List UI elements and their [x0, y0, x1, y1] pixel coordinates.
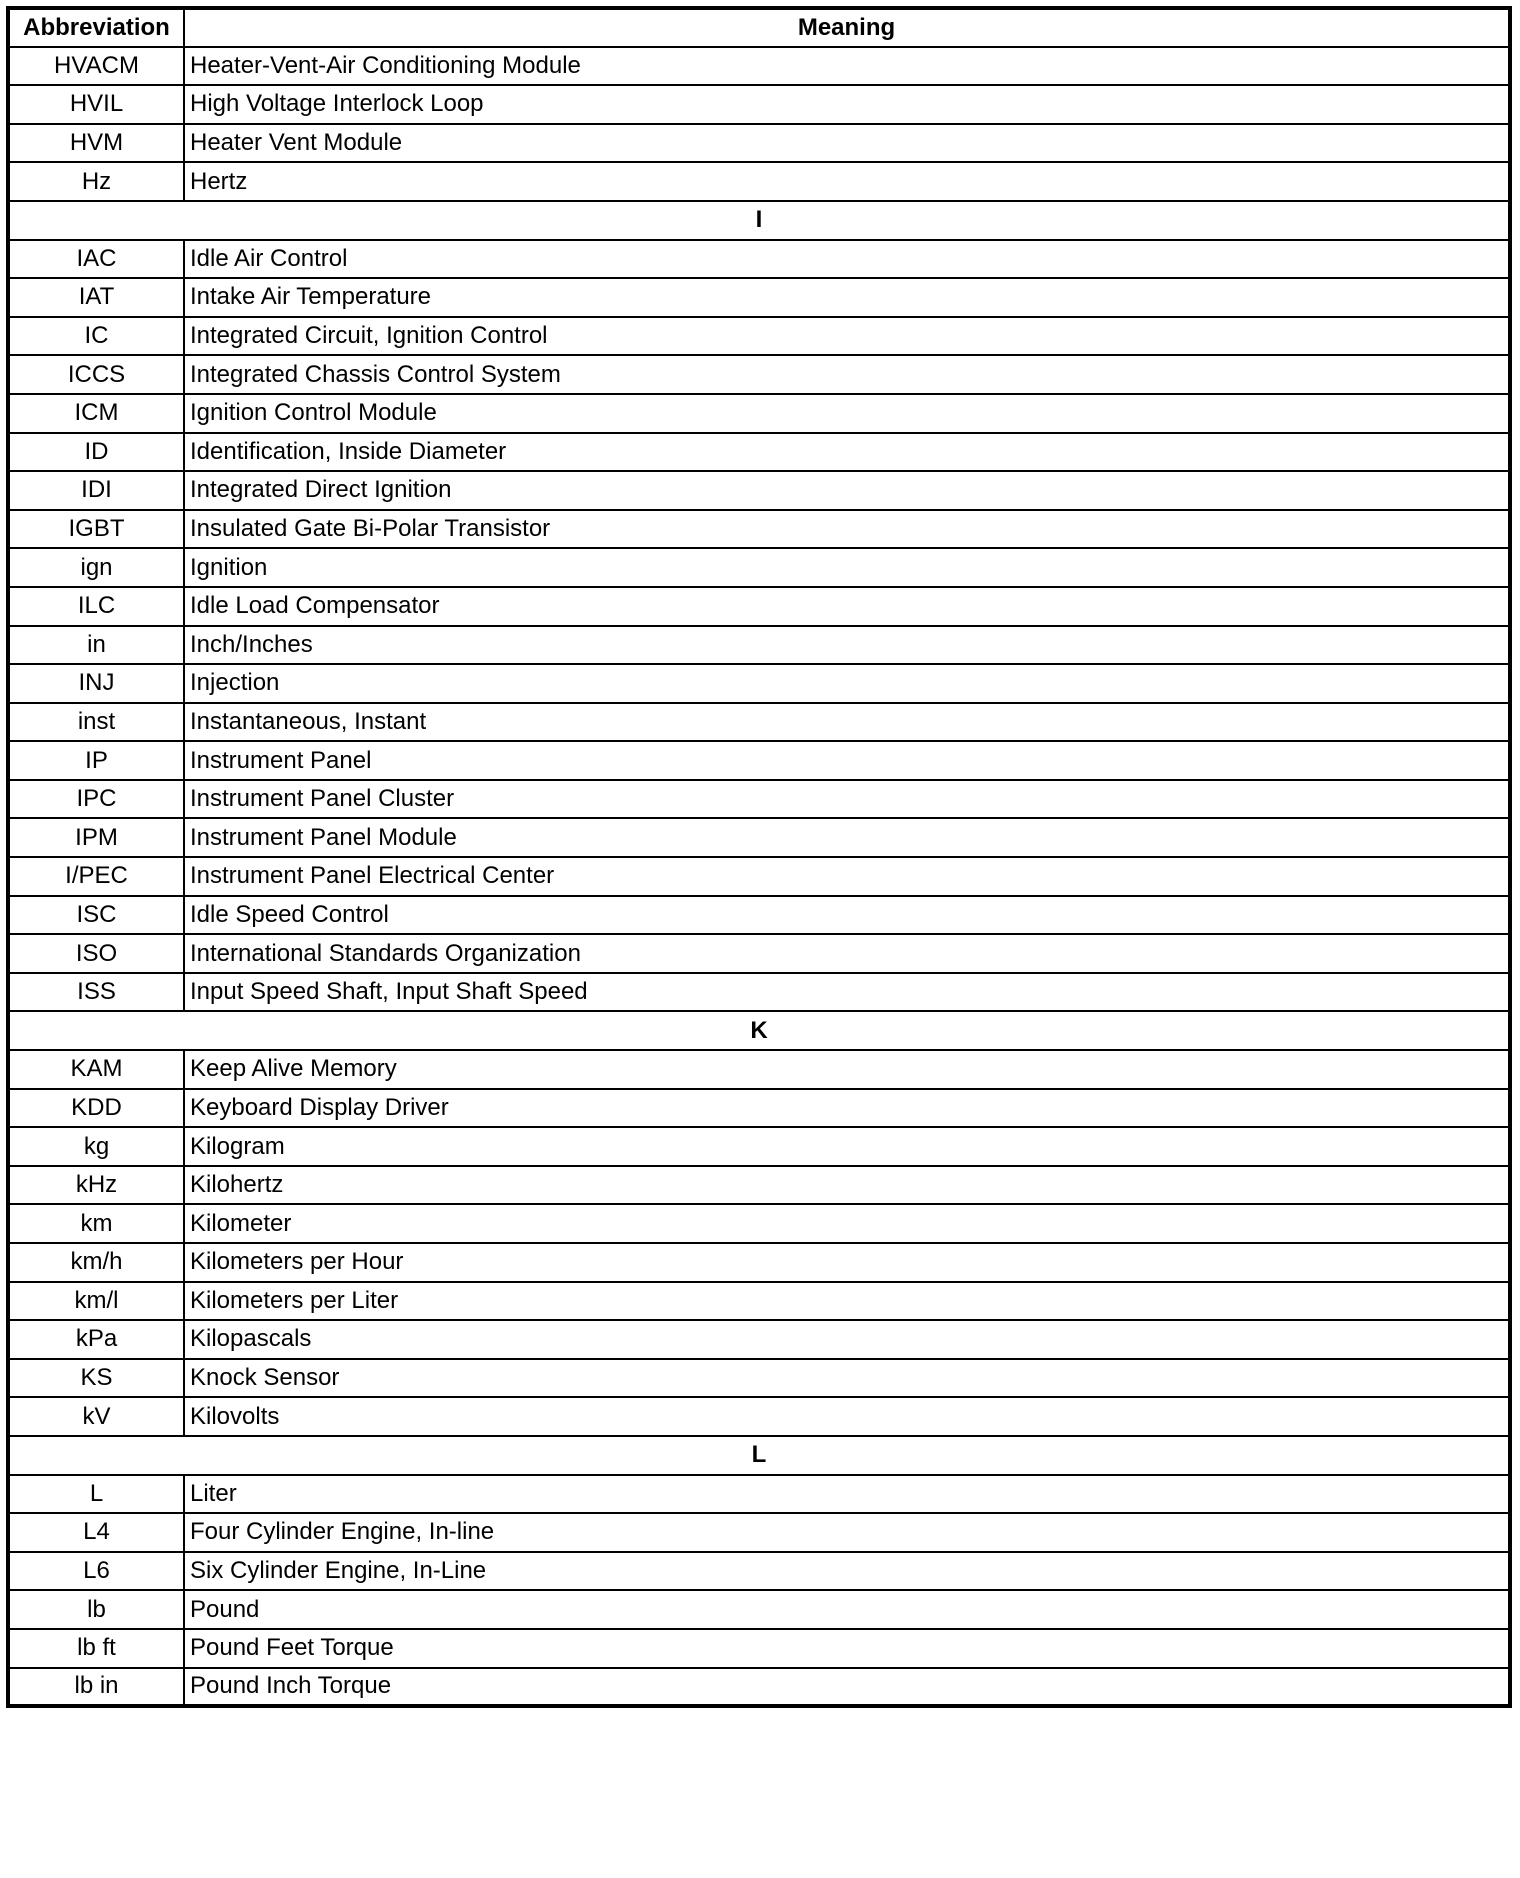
abbreviation-column-header: Abbreviation	[8, 8, 184, 47]
meaning-cell: Liter	[184, 1475, 1510, 1514]
meaning-cell: Insulated Gate Bi-Polar Transistor	[184, 510, 1510, 549]
table-row	[8, 1204, 1510, 1243]
table-row	[8, 394, 1510, 433]
meaning-cell: Instrument Panel	[184, 741, 1510, 780]
meaning-cell: Idle Air Control	[184, 240, 1510, 279]
table-row	[8, 1127, 1510, 1166]
table-row	[8, 1050, 1510, 1089]
meaning-cell: Kilovolts	[184, 1397, 1510, 1436]
table-row	[8, 278, 1510, 317]
meaning-cell: Idle Load Compensator	[184, 587, 1510, 626]
abbreviation-cell: kV	[8, 1397, 184, 1436]
table-row	[8, 240, 1510, 279]
meaning-cell: Kilopascals	[184, 1320, 1510, 1359]
abbreviation-cell: HVIL	[8, 85, 184, 124]
section-letter: L	[8, 1436, 1510, 1475]
abbreviation-cell: km/h	[8, 1243, 184, 1282]
meaning-cell: Pound Feet Torque	[184, 1629, 1510, 1668]
meaning-cell: Kilometers per Liter	[184, 1282, 1510, 1321]
abbreviation-cell: ICCS	[8, 355, 184, 394]
table-row	[8, 973, 1510, 1012]
abbreviation-cell: kPa	[8, 1320, 184, 1359]
abbreviation-cell: HVACM	[8, 47, 184, 86]
meaning-cell: Integrated Direct Ignition	[184, 471, 1510, 510]
abbreviation-cell: ICM	[8, 394, 184, 433]
abbreviation-cell: IPM	[8, 818, 184, 857]
abbreviation-cell: KS	[8, 1359, 184, 1398]
meaning-cell: Instrument Panel Cluster	[184, 780, 1510, 819]
abbreviation-cell: lb	[8, 1590, 184, 1629]
meaning-cell: Hertz	[184, 162, 1510, 201]
table-row	[8, 162, 1510, 201]
abbreviation-cell: IC	[8, 317, 184, 356]
table-row	[8, 1282, 1510, 1321]
table-row	[8, 510, 1510, 549]
meaning-cell: Instantaneous, Instant	[184, 703, 1510, 742]
meaning-cell: Integrated Chassis Control System	[184, 355, 1510, 394]
table-row	[8, 1590, 1510, 1629]
table-row	[8, 1166, 1510, 1205]
abbreviation-cell: IP	[8, 741, 184, 780]
abbreviation-cell: kHz	[8, 1166, 184, 1205]
meaning-cell: Kilogram	[184, 1127, 1510, 1166]
table-row	[8, 741, 1510, 780]
table-row	[8, 1089, 1510, 1128]
meaning-cell: Instrument Panel Electrical Center	[184, 857, 1510, 896]
meaning-cell: Instrument Panel Module	[184, 818, 1510, 857]
meaning-cell: Heater-Vent-Air Conditioning Module	[184, 47, 1510, 86]
abbreviation-cell: lb ft	[8, 1629, 184, 1668]
abbreviation-cell: L6	[8, 1552, 184, 1591]
meaning-cell: Kilohertz	[184, 1166, 1510, 1205]
table-row	[8, 896, 1510, 935]
abbreviation-cell: kg	[8, 1127, 184, 1166]
table-body	[8, 47, 1510, 1707]
meaning-column-header: Meaning	[184, 8, 1510, 47]
table-row	[8, 471, 1510, 510]
table-row	[8, 1552, 1510, 1591]
abbreviation-cell: IGBT	[8, 510, 184, 549]
meaning-cell: International Standards Organization	[184, 934, 1510, 973]
abbreviation-cell: km	[8, 1204, 184, 1243]
abbreviation-cell: IDI	[8, 471, 184, 510]
meaning-cell: Four Cylinder Engine, In-line	[184, 1513, 1510, 1552]
abbreviation-cell: INJ	[8, 664, 184, 703]
table-row	[8, 47, 1510, 86]
table-row	[8, 587, 1510, 626]
meaning-cell: Ignition Control Module	[184, 394, 1510, 433]
abbreviation-cell: KAM	[8, 1050, 184, 1089]
table-row	[8, 703, 1510, 742]
abbreviation-cell: in	[8, 626, 184, 665]
meaning-cell: Knock Sensor	[184, 1359, 1510, 1398]
table-row	[8, 780, 1510, 819]
abbreviation-cell: L	[8, 1475, 184, 1514]
abbreviation-cell: Hz	[8, 162, 184, 201]
table-row	[8, 355, 1510, 394]
table-row	[8, 1668, 1510, 1707]
table-row	[8, 1397, 1510, 1436]
abbreviation-cell: IAT	[8, 278, 184, 317]
meaning-cell: Keyboard Display Driver	[184, 1089, 1510, 1128]
abbreviation-cell: IPC	[8, 780, 184, 819]
meaning-cell: High Voltage Interlock Loop	[184, 85, 1510, 124]
table-row	[8, 818, 1510, 857]
abbreviation-table	[6, 6, 1512, 1708]
table-row	[8, 1629, 1510, 1668]
section-header-row	[8, 1011, 1510, 1050]
abbreviation-cell: lb in	[8, 1668, 184, 1707]
meaning-cell: Six Cylinder Engine, In-Line	[184, 1552, 1510, 1591]
abbreviation-cell: ISO	[8, 934, 184, 973]
table-row	[8, 1359, 1510, 1398]
meaning-cell: Idle Speed Control	[184, 896, 1510, 935]
table-row	[8, 1475, 1510, 1514]
abbreviation-cell: ID	[8, 433, 184, 472]
meaning-cell: Input Speed Shaft, Input Shaft Speed	[184, 973, 1510, 1012]
meaning-cell: Identification, Inside Diameter	[184, 433, 1510, 472]
abbreviation-cell: km/l	[8, 1282, 184, 1321]
table-row	[8, 1243, 1510, 1282]
table-header-row	[8, 8, 1510, 47]
table-row	[8, 857, 1510, 896]
meaning-cell: Ignition	[184, 548, 1510, 587]
meaning-cell: Injection	[184, 664, 1510, 703]
table-row	[8, 664, 1510, 703]
table-row	[8, 626, 1510, 665]
abbreviation-cell: ILC	[8, 587, 184, 626]
table-row	[8, 1320, 1510, 1359]
abbreviation-cell: ISS	[8, 973, 184, 1012]
section-header-row	[8, 201, 1510, 240]
abbreviation-cell: ISC	[8, 896, 184, 935]
abbreviation-cell: inst	[8, 703, 184, 742]
meaning-cell: Heater Vent Module	[184, 124, 1510, 163]
meaning-cell: Integrated Circuit, Ignition Control	[184, 317, 1510, 356]
abbreviation-cell: HVM	[8, 124, 184, 163]
table-row	[8, 934, 1510, 973]
meaning-cell: Pound Inch Torque	[184, 1668, 1510, 1707]
meaning-cell: Keep Alive Memory	[184, 1050, 1510, 1089]
section-letter: K	[8, 1011, 1510, 1050]
table-row	[8, 317, 1510, 356]
abbreviation-cell: IAC	[8, 240, 184, 279]
meaning-cell: Kilometers per Hour	[184, 1243, 1510, 1282]
meaning-cell: Kilometer	[184, 1204, 1510, 1243]
meaning-cell: Pound	[184, 1590, 1510, 1629]
abbreviation-cell: I/PEC	[8, 857, 184, 896]
abbreviation-cell: L4	[8, 1513, 184, 1552]
meaning-cell: Intake Air Temperature	[184, 278, 1510, 317]
abbreviation-cell: KDD	[8, 1089, 184, 1128]
section-letter: I	[8, 201, 1510, 240]
meaning-cell: Inch/Inches	[184, 626, 1510, 665]
section-header-row	[8, 1436, 1510, 1475]
table-row	[8, 1513, 1510, 1552]
table-row	[8, 433, 1510, 472]
table-row	[8, 85, 1510, 124]
table-row	[8, 124, 1510, 163]
table-row	[8, 548, 1510, 587]
abbreviation-cell: ign	[8, 548, 184, 587]
